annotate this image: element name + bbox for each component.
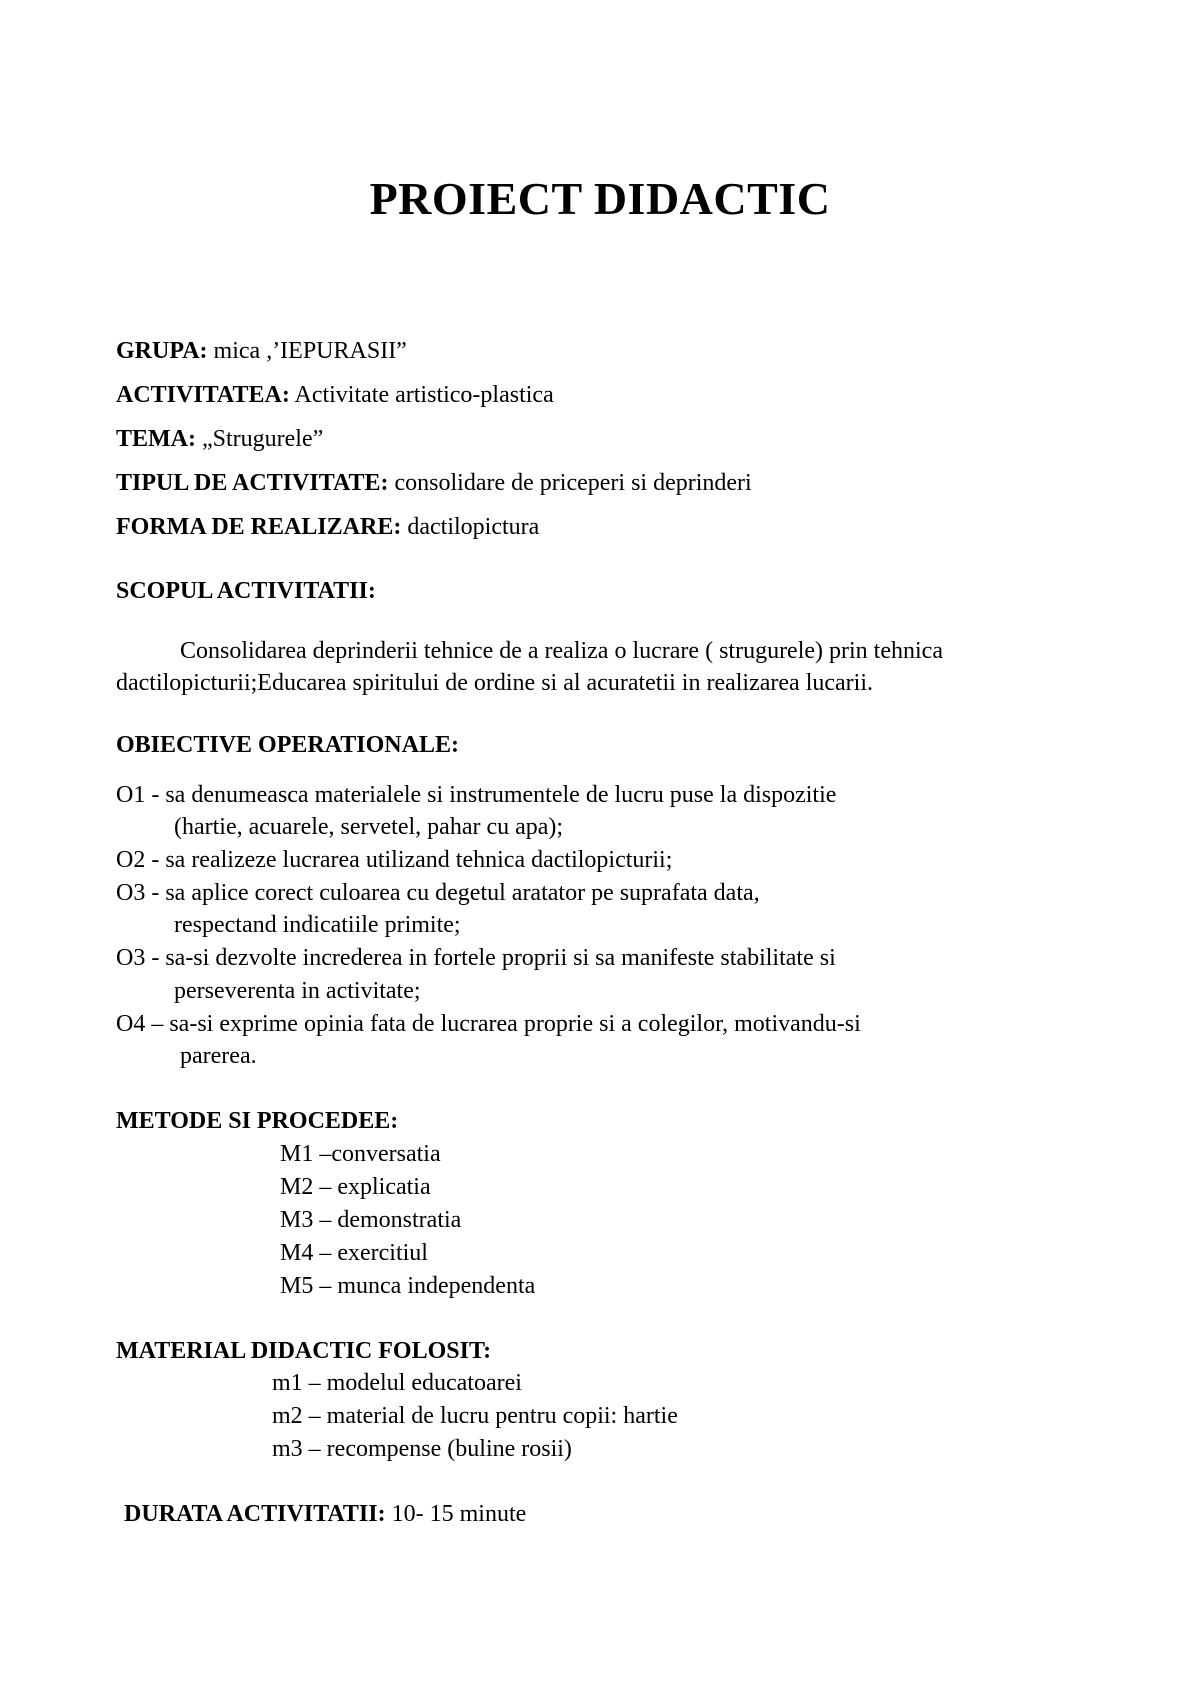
activitatea-line: ACTIVITATEA: Activitate artistico-plastica — [116, 382, 554, 408]
tema-value: „Strugurele” — [196, 426, 324, 452]
scopul-text-2: dactilopicturii;Educarea spiritului de ordine si al acuratetii in realizarea lucarii. — [116, 670, 873, 696]
grupa-value: mica ,’IEPURASII” — [207, 338, 407, 364]
material-item: m3 – recompense (buline rosii) — [272, 1436, 572, 1462]
tema-line: TEMA: „Strugurele” — [116, 426, 324, 452]
method-item: M5 – munca independenta — [280, 1273, 536, 1299]
metode-heading-line: METODE SI PROCEDEE: — [116, 1108, 399, 1134]
objective-line: O4 – sa-si exprime opinia fata de lucrarea proprie si a colegilor, motivandu-si — [116, 1011, 861, 1037]
tipul-line: TIPUL DE ACTIVITATE: consolidare de priceperi si deprinderi — [116, 470, 752, 496]
obiective-heading: OBIECTIVE OPERATIONALE — [116, 732, 451, 758]
obiective-heading-line: OBIECTIVE OPERATIONALE: — [116, 732, 459, 758]
objective-line: perseverenta in activitate; — [174, 978, 421, 1004]
objective-line: O2 - sa realizeze lucrarea utilizand tehnica dactilopicturii; — [116, 847, 673, 873]
objective-line: parerea. — [180, 1043, 257, 1069]
forma-value: dactilopictura — [401, 514, 540, 540]
activitatea-label: ACTIVITATEA — [116, 382, 282, 408]
method-item: M2 – explicatia — [280, 1174, 431, 1200]
method-item: M1 –conversatia — [280, 1141, 441, 1167]
metode-heading: METODE SI PROCEDEE — [116, 1108, 391, 1134]
forma-label: FORMA DE REALIZARE — [116, 514, 394, 540]
grupa-line: GRUPA: mica ,’IEPURASII” — [116, 338, 407, 364]
scopul-text-1: Consolidarea deprinderii tehnice de a realiza o lucrare ( strugurele) prin tehnica — [180, 638, 943, 664]
activitatea-value: Activitate artistico-plastica — [289, 382, 554, 408]
tipul-label: TIPUL DE ACTIVITATE — [116, 470, 381, 496]
material-item: m1 – modelul educatoarei — [272, 1370, 522, 1396]
material-heading-line: MATERIAL DIDACTIC FOLOSIT: — [116, 1338, 492, 1364]
method-item: M3 – demonstratia — [280, 1207, 462, 1233]
scopul-heading-line: SCOPUL ACTIVITATII: — [116, 578, 376, 604]
scopul-heading: SCOPUL ACTIVITATII — [116, 578, 368, 604]
durata-label: DURATA ACTIVITATII — [124, 1501, 378, 1527]
tema-label: TEMA — [116, 426, 188, 452]
durata-line: DURATA ACTIVITATII: 10- 15 minute — [124, 1501, 527, 1527]
objective-line: respectand indicatiile primite; — [174, 912, 461, 938]
objective-line: O3 - sa aplice corect culoarea cu degetul aratator pe suprafata data, — [116, 880, 760, 906]
method-item: M4 – exercitiul — [280, 1240, 428, 1266]
objective-line: (hartie, acuarele, servetel, pahar cu apa); — [174, 814, 564, 840]
objective-line: O3 - sa-si dezvolte increderea in fortele proprii si sa manifeste stabilitate si — [116, 945, 836, 971]
tipul-value: consolidare de priceperi si deprinderi — [388, 470, 752, 496]
durata-value: 10- 15 minute — [385, 1501, 527, 1527]
objective-line: O1 - sa denumeasca materialele si instrumentele de lucru puse la dispozitie — [116, 782, 837, 808]
page-title: PROIECT DIDACTIC — [369, 173, 831, 224]
material-heading: MATERIAL DIDACTIC FOLOSIT — [116, 1338, 484, 1364]
grupa-label: GRUPA — [116, 338, 200, 364]
forma-line: FORMA DE REALIZARE: dactilopictura — [116, 514, 540, 540]
material-item: m2 – material de lucru pentru copii: hartie — [272, 1403, 678, 1429]
